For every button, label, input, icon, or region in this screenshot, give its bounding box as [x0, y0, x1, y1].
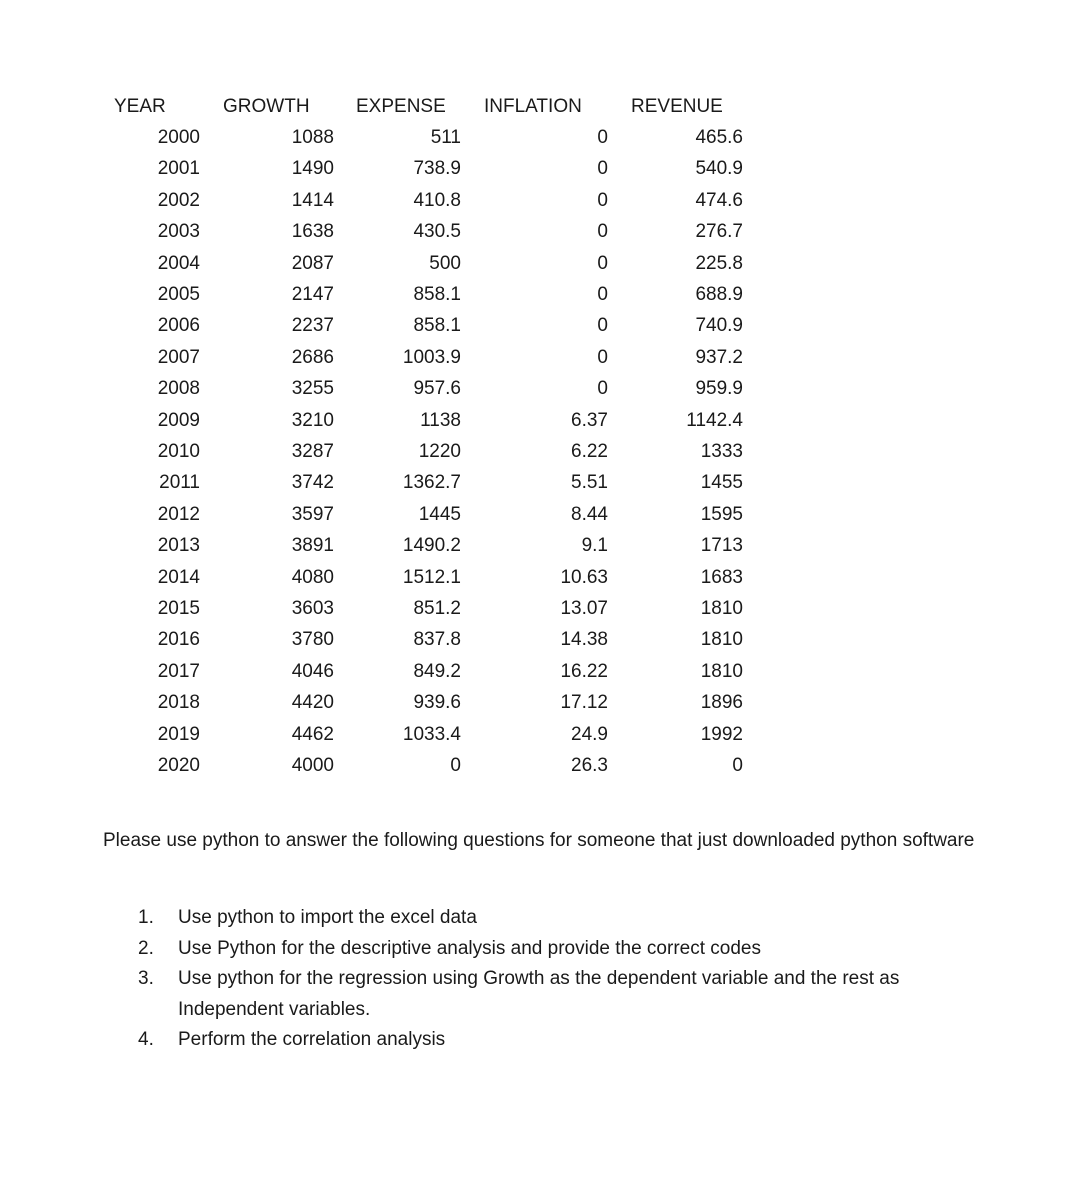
- table-row: [105, 154, 743, 185]
- table-row: [105, 562, 743, 593]
- cell-growth: 3603: [291, 597, 334, 619]
- cell-inflation: 17.12: [560, 692, 608, 714]
- cell-expense: 738.9: [413, 158, 461, 180]
- cell-year: 2006: [157, 315, 200, 337]
- cell-expense: 1138: [420, 409, 461, 431]
- data-table: [105, 91, 743, 782]
- cell-year: 2011: [159, 472, 200, 494]
- cell-inflation: 6.37: [571, 409, 608, 431]
- cell-expense: 410.8: [413, 189, 461, 211]
- cell-year: 2002: [157, 189, 200, 211]
- table-row: [105, 499, 743, 530]
- cell-year: 2004: [157, 252, 200, 274]
- cell-revenue: 465.6: [695, 127, 743, 149]
- question-item: [138, 964, 998, 1025]
- cell-year: 2008: [157, 378, 200, 400]
- cell-growth: 4420: [291, 692, 334, 714]
- question-text: Use python to import the excel data: [178, 907, 477, 928]
- header-growth: GROWTH: [223, 95, 310, 117]
- cell-growth: 2686: [291, 346, 334, 368]
- cell-revenue: 1455: [700, 472, 743, 494]
- cell-year: 2005: [157, 284, 200, 306]
- table-row: [105, 468, 743, 499]
- table-row: [105, 311, 743, 342]
- cell-growth: 1638: [291, 221, 334, 243]
- question-item: [138, 903, 998, 934]
- cell-inflation: 0: [597, 284, 608, 306]
- cell-expense: 1220: [418, 440, 461, 462]
- cell-inflation: 0: [597, 346, 608, 368]
- table-row: [105, 656, 743, 687]
- cell-year: 2001: [157, 158, 200, 180]
- cell-year: 2010: [157, 440, 200, 462]
- table-row: [105, 405, 743, 436]
- cell-inflation: 0: [597, 252, 608, 274]
- cell-growth: 4462: [291, 723, 334, 745]
- cell-revenue: 0: [732, 754, 743, 776]
- cell-inflation: 0: [597, 158, 608, 180]
- cell-expense: 957.6: [413, 378, 461, 400]
- cell-year: 2020: [157, 754, 200, 776]
- question-text: Perform the correlation analysis: [178, 1029, 446, 1050]
- cell-year: 2015: [157, 597, 200, 619]
- cell-growth: 1414: [291, 189, 334, 211]
- cell-growth: 3255: [291, 378, 334, 400]
- header-expense: EXPENSE: [356, 95, 446, 117]
- cell-growth: 2147: [291, 284, 334, 306]
- cell-revenue: 1810: [700, 597, 743, 619]
- cell-revenue: 1142.4: [686, 409, 743, 431]
- cell-expense: 1490.2: [402, 535, 461, 557]
- table-row: [105, 625, 743, 656]
- table-row: [105, 342, 743, 373]
- table-row: [105, 436, 743, 467]
- cell-revenue: 1683: [700, 566, 743, 588]
- question-text: Use Python for the descriptive analysis and provide the correct codes: [178, 937, 761, 959]
- cell-growth: 2087: [291, 252, 334, 274]
- cell-revenue: 959.9: [695, 378, 743, 400]
- cell-year: 2018: [157, 692, 200, 714]
- table-row: [105, 217, 743, 248]
- question-number: 3.: [138, 968, 154, 989]
- cell-revenue: 937.2: [695, 346, 743, 368]
- cell-inflation: 26.3: [571, 754, 608, 776]
- cell-growth: 3780: [291, 629, 334, 651]
- cell-growth: 1490: [291, 158, 334, 180]
- cell-inflation: 6.22: [571, 440, 608, 462]
- cell-year: 2000: [157, 127, 200, 149]
- cell-year: 2019: [157, 723, 200, 745]
- table-row: [105, 122, 743, 153]
- cell-year: 2017: [157, 660, 200, 682]
- cell-inflation: 13.07: [560, 597, 608, 619]
- cell-year: 2009: [157, 409, 200, 431]
- cell-inflation: 0: [597, 127, 608, 149]
- cell-revenue: 688.9: [695, 284, 743, 306]
- prompt-text: Please use python to answer the following questions for someone that just downloaded python software: [103, 830, 975, 851]
- cell-inflation: 0: [597, 189, 608, 211]
- table-row: [105, 687, 743, 718]
- table-header-row: [105, 91, 743, 122]
- cell-expense: 858.1: [413, 284, 461, 306]
- header-revenue: REVENUE: [631, 95, 723, 117]
- question-list: [138, 903, 998, 1056]
- cell-revenue: 1595: [700, 503, 743, 525]
- cell-revenue: 540.9: [695, 158, 743, 180]
- cell-expense: 939.6: [413, 692, 461, 714]
- question-number: 4.: [138, 1029, 154, 1050]
- table-row: [105, 279, 743, 310]
- cell-growth: 3287: [291, 440, 334, 462]
- cell-expense: 1003.9: [402, 346, 461, 368]
- cell-inflation: 16.22: [560, 660, 608, 682]
- cell-inflation: 5.51: [571, 472, 608, 494]
- cell-inflation: 24.9: [571, 723, 608, 745]
- cell-expense: 837.8: [413, 629, 461, 651]
- cell-revenue: 1896: [700, 692, 743, 714]
- cell-year: 2012: [157, 503, 200, 525]
- table-body: [105, 122, 743, 781]
- question-number: 2.: [138, 937, 154, 959]
- table-row: [105, 750, 743, 781]
- cell-inflation: 0: [597, 315, 608, 337]
- cell-revenue: 474.6: [695, 189, 743, 211]
- cell-growth: 4000: [291, 754, 334, 776]
- cell-year: 2013: [157, 535, 200, 557]
- table-row: [105, 374, 743, 405]
- cell-expense: 511: [430, 127, 461, 149]
- cell-inflation: 9.1: [581, 535, 608, 557]
- cell-expense: 430.5: [413, 221, 461, 243]
- cell-growth: 3597: [291, 503, 334, 525]
- table-row: [105, 185, 743, 216]
- cell-revenue: 225.8: [695, 252, 743, 274]
- cell-expense: 1445: [418, 503, 461, 525]
- cell-inflation: 0: [597, 378, 608, 400]
- cell-growth: 3891: [291, 535, 334, 557]
- cell-expense: 1512.1: [402, 566, 461, 588]
- cell-year: 2007: [157, 346, 200, 368]
- cell-growth: 2237: [291, 315, 334, 337]
- cell-revenue: 1810: [700, 629, 743, 651]
- cell-revenue: 1333: [700, 440, 743, 462]
- cell-growth: 4080: [291, 566, 334, 588]
- cell-expense: 858.1: [413, 315, 461, 337]
- table-row: [105, 530, 743, 561]
- cell-expense: 1362.7: [402, 472, 461, 494]
- cell-year: 2014: [157, 566, 200, 588]
- question-item: [138, 934, 998, 965]
- cell-expense: 500: [429, 252, 461, 274]
- cell-inflation: 0: [597, 221, 608, 243]
- cell-year: 2003: [157, 221, 200, 243]
- cell-growth: 3742: [291, 472, 334, 494]
- cell-revenue: 1992: [700, 723, 743, 745]
- cell-expense: 851.2: [413, 597, 461, 619]
- question-item: [138, 1025, 998, 1056]
- header-inflation: INFLATION: [484, 95, 582, 117]
- table-row: [105, 719, 743, 750]
- cell-growth: 4046: [291, 660, 334, 682]
- cell-inflation: 14.38: [560, 629, 608, 651]
- cell-inflation: 10.63: [560, 566, 608, 588]
- cell-year: 2016: [157, 629, 200, 651]
- cell-growth: 3210: [291, 409, 334, 431]
- cell-expense: 1033.4: [402, 723, 461, 745]
- cell-inflation: 8.44: [571, 503, 608, 525]
- header-year: YEAR: [114, 95, 166, 117]
- cell-expense: 0: [450, 754, 461, 776]
- cell-revenue: 1810: [700, 660, 743, 682]
- cell-expense: 849.2: [413, 660, 461, 682]
- table-row: [105, 593, 743, 624]
- table-row: [105, 248, 743, 279]
- cell-growth: 1088: [291, 127, 334, 149]
- question-text: Use python for the regression using Growth as the dependent variable and the rest as Independent variables.: [178, 968, 900, 1020]
- cell-revenue: 276.7: [695, 221, 743, 243]
- cell-revenue: 1713: [700, 535, 743, 557]
- cell-revenue: 740.9: [695, 315, 743, 337]
- question-number: 1.: [138, 907, 154, 928]
